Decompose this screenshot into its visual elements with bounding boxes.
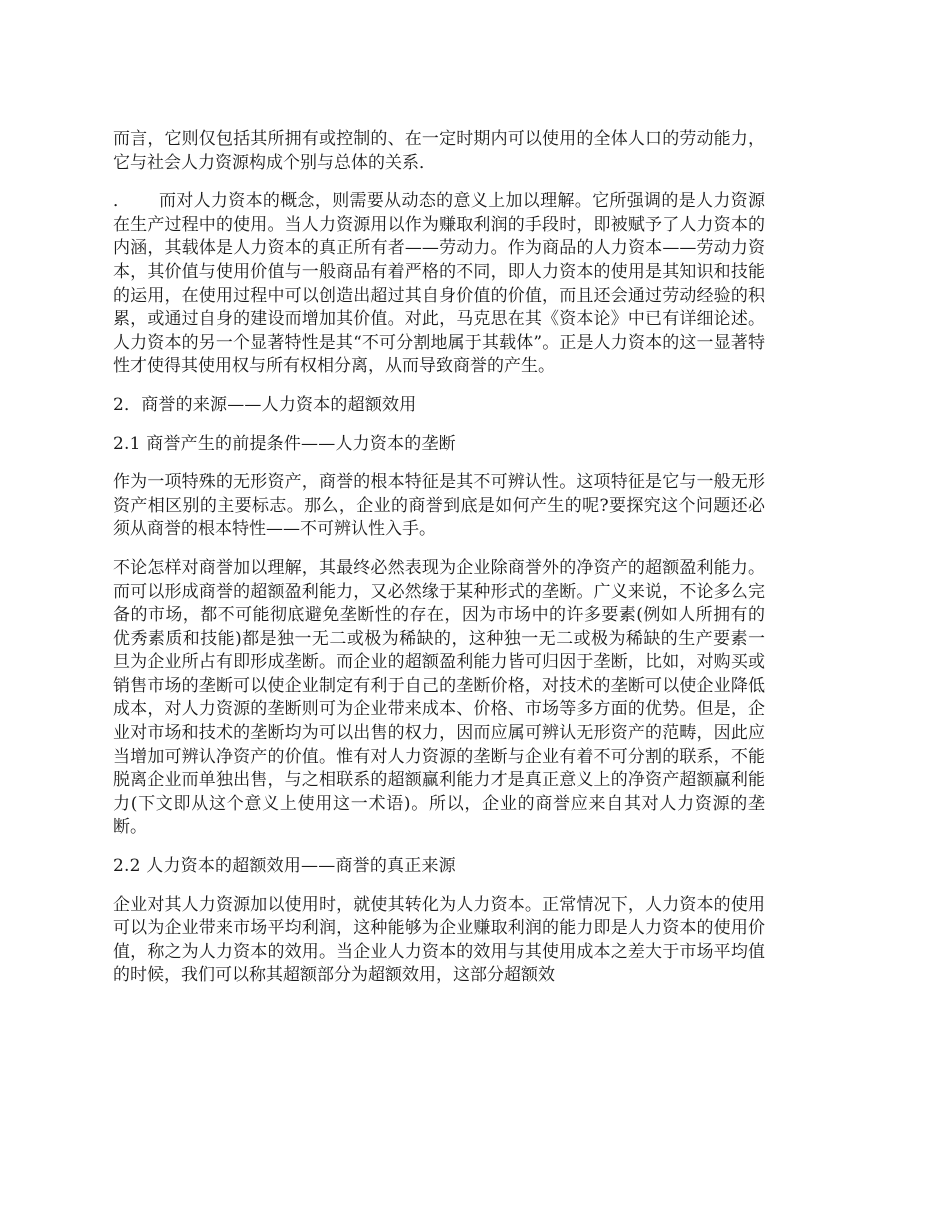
subsection-heading: 2.2 人力资本的超额效用——商誉的真正来源 [113, 856, 456, 877]
section-heading: 2．商誉的来源——人力资本的超额效用 [113, 394, 417, 415]
paragraph: 而言，它则仅包括其所拥有或控制的、在一定时期内可以使用的全体人口的劳动能力，它与社会人力资源构成个别与总体的关系． [113, 129, 765, 173]
paragraph: 企业对其人力资源加以使用时，就使其转化为人力资本。正常情况下，人力资本的使用可以为企业带来市场平均利润，这种能够为企业赚取利润的能力即是人力资本的使用价值，称之为人力资本的效用。当企业人力资本的效用与其使用成本之差大于市场平均值的时候，我们可以称其超额部分为超额效用，这部分超额效 [113, 894, 765, 986]
subsection-heading: 2.1 商誉产生的前提条件——人力资本的垄断 [113, 433, 456, 454]
paragraph: 作为一项特殊的无形资产，商誉的根本特征是其不可辨认性。这项特征是它与一般无形资产相区别的主要标志。那么，企业的商誉到底是如何产生的呢?要探究这个问题还必须从商誉的根本特性——不可辨认性入手。 [113, 472, 765, 540]
paragraph: ． 而对人力资本的概念，则需要从动态的意义上加以理解。它所强调的是人力资源在生产过程中的使用。当人力资源用以作为赚取利润的手段时，即被赋予了人力资本的内涵，其载体是人力资本的真正所有者——劳动力。作为商品的人力资本——劳动力资本，其价值与使用价值与一般商品有着严格的不同，即人力资本的使用是其知识和技能的运用，在使用过程中可以创造出超过其自身价值的价值，而且还会通过劳动经验的积累，或通过自身的建设而增加其价值。对此，马克思在其《资本论》中已有详细论述。人力资本的另一个显著特性是其“不可分割地属于其载体”。正是人力资本的这一显著特性才使得其使用权与所有权相分离，从而导致商誉的产生。 [113, 191, 765, 377]
paragraph: 不论怎样对商誉加以理解，其最终必然表现为企业除商誉外的净资产的超额盈利能力。而可以形成商誉的超额盈利能力，又必然缘于某种形式的垄断。广义来说，不论多么完备的市场，都不可能彻底避免垄断性的存在，因为市场中的许多要素(例如人所拥有的优秀素质和技能)都是独一无二或极为稀缺的，这种独一无二或极为稀缺的生产要素一旦为企业所占有即形成垄断。而企业的超额盈利能力皆可归因于垄断，比如，对购买或销售市场的垄断可以使企业制定有利于自己的垄断价格，对技术的垄断可以使企业降低成本，对人力资源的垄断则可为企业带来成本、价格、市场等多方面的优势。但是，企业对市场和技术的垄断均为可以出售的权力，因而应属可辨认无形资产的范畴，因此应当增加可辨认净资产的价值。惟有对人力资源的垄断与企业有着不可分割的联系，不能脱离企业而单独出售，与之相联系的超额赢利能力才是真正意义上的净资产超额赢利能力(下文即从这个意义上使用这一术语)。所以，企业的商誉应来自其对人力资源的垄断。 [113, 557, 765, 838]
document-page [113, 128, 765, 1003]
